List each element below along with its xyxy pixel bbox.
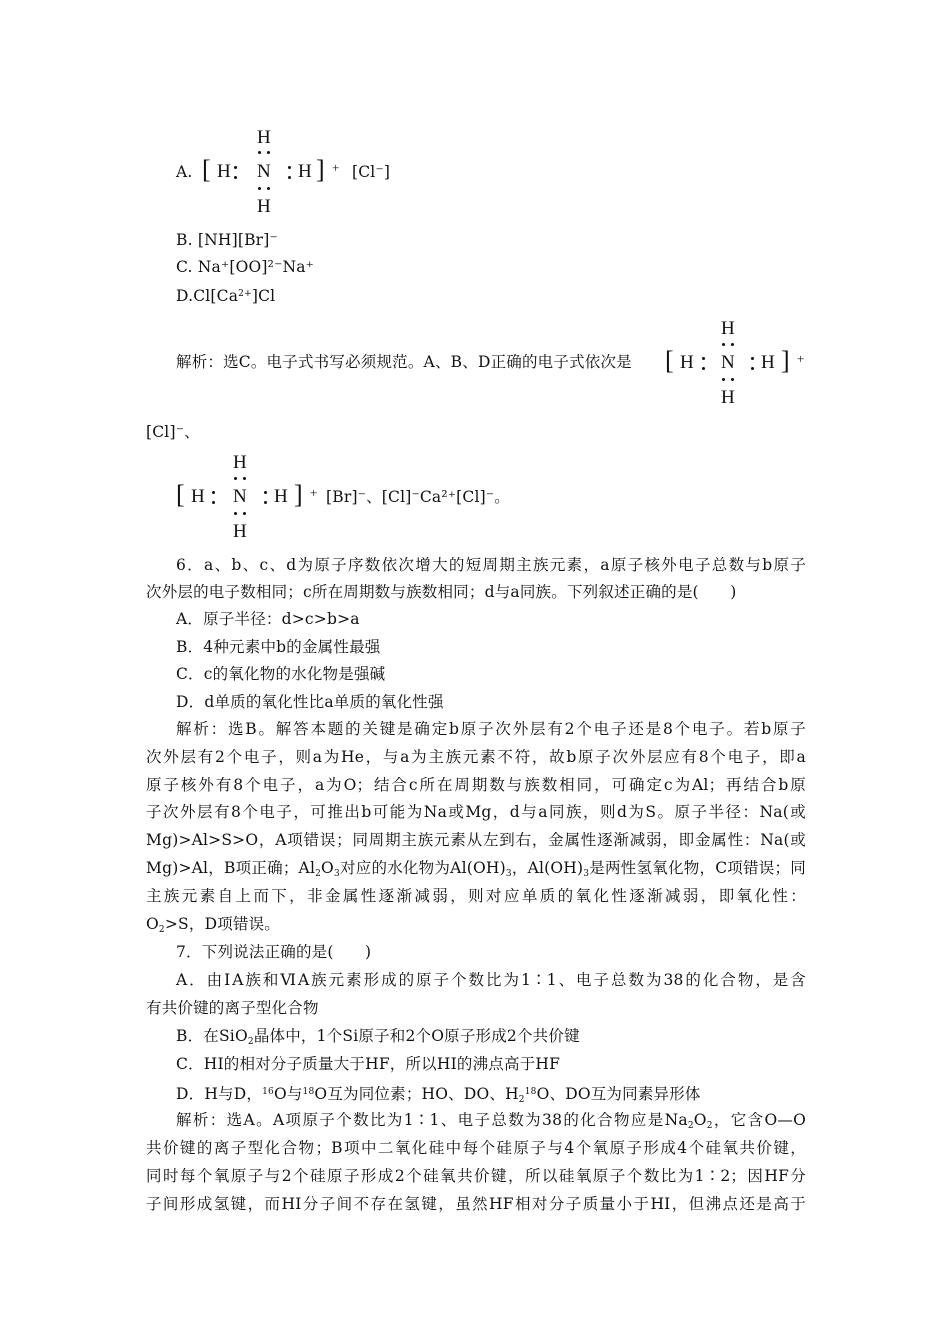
q6-analysis-line4: 子次外层有8个电子，可推出b可能为Na或Mg，d与a同族，则d为S。原子半径：Na(或: [146, 803, 806, 821]
q6-option-b: B．4种元素中b的金属性最强: [176, 638, 381, 656]
charge-plus: +: [797, 351, 805, 366]
ammonium-electron-formula-a: [202, 125, 362, 220]
q6-option-c: C．c的氧化物的水化物是强碱: [176, 665, 386, 683]
left-bracket: [: [202, 155, 211, 184]
atom-h-left: H: [680, 352, 694, 373]
option-a-chloride: [Cl⁻]: [352, 163, 391, 181]
electron-dot: [751, 367, 754, 370]
electron-dot: [702, 357, 705, 360]
electron-dot: [234, 477, 237, 480]
q6-analysis-line3: 原子核外有8个电子，a为O；结合c所在周期数与族数相同，可确定c为Al；再结合b原: [146, 776, 806, 794]
atom-h-right: H: [761, 352, 775, 373]
atom-h-right: H: [298, 161, 312, 182]
electron-dot: [702, 367, 705, 370]
electron-dot: [243, 512, 246, 515]
electron-dot: [234, 176, 237, 179]
q7-analysis-line4: 子间形成氢键，而HI分子间不存在氢键，虽然HF相对分子质量小于HI，但沸点还是高于: [146, 1195, 806, 1213]
q6-analysis-line6: Mg)>Al，B项正确；$Al_2O_3$对应的水化物为$Al(OH)_3$，$Al(OH)_3$是两性氢氧化物，C项错误；同: [146, 859, 806, 879]
charge-plus: +: [332, 160, 340, 175]
left-bracket: [: [665, 346, 674, 375]
q7-option-d: D．H与D，$^{16}$O与$^{18}$O互为同位素；HO、DO、$H_2^{18}O$、DO互为同素异形体: [176, 1085, 701, 1105]
q6-option-a: A．原子半径：d>c>b>a: [176, 610, 360, 628]
atom-h-top: H: [257, 127, 271, 148]
electron-dot: [731, 343, 734, 346]
electron-dot: [288, 166, 291, 169]
electron-dot: [731, 378, 734, 381]
option-c: C. Na⁺[OO]²⁻Na⁺: [176, 258, 315, 276]
q6-analysis-line5: Mg)>Al>S>O，A项错误；同周期主族元素从左到右，金属性逐渐减弱，即金属性：Na(或: [146, 831, 806, 849]
electron-dot: [722, 378, 725, 381]
q7-option-a-line1: A．由ⅠA族和ⅥA族元素形成的原子个数比为1∶1、电子总数为38的化合物，是含: [176, 971, 806, 989]
q7-analysis-line3: 同时每个氧原子与2个硅原子形成2个硅氧共价键，所以硅氧原子个数比为1∶2；因HF分: [146, 1167, 806, 1185]
left-bracket: [: [176, 480, 185, 509]
electron-dot: [234, 512, 237, 515]
right-bracket: ]: [781, 346, 790, 375]
atom-n: N: [721, 352, 735, 373]
electron-dot: [267, 187, 270, 190]
q7-analysis-line2: 共价键的离子型化合物；B项中二氧化硅中每个硅原子与4个氧原子形成4个硅氧共价键，: [146, 1139, 806, 1157]
q6-analysis-line1: 解析：选B。解答本题的关键是确定b原子次外层有2个电子还是8个电子。若b原子: [176, 720, 806, 738]
electron-dot: [264, 501, 267, 504]
atom-h-left: H: [191, 486, 205, 507]
q5-analysis-line1: 解析：选C。电子式书写必须规范。A、B、D正确的电子式依次是: [176, 353, 632, 371]
q5-analysis-line3: [Br]⁻、[Cl]⁻Ca²⁺[Cl]⁻。: [326, 488, 510, 506]
q7-stem: 7．下列说法正确的是( ): [176, 943, 372, 961]
q6-analysis-line2: 次外层有2个电子，则a为He，与a为主族元素不符，故b原子次外层应有8个电子，即a: [146, 748, 806, 766]
electron-dot: [267, 151, 270, 154]
q7-analysis-line1: 解析：选A。A项原子个数比为1∶1、电子总数为38的化合物应是$Na_2O_2$，它含O—O: [176, 1111, 806, 1131]
q7-option-c: C．HI的相对分子质量大于HF，所以HI的沸点高于HF: [176, 1055, 561, 1073]
electron-dot: [212, 491, 215, 494]
atom-h-left: H: [217, 161, 231, 182]
electron-dot: [243, 477, 246, 480]
right-bracket: ]: [316, 155, 325, 184]
electron-dot: [258, 151, 261, 154]
atom-h-right: H: [274, 486, 288, 507]
ammonium-electron-formula-b: [176, 450, 326, 545]
atom-h-top: H: [233, 452, 247, 473]
option-a-label: A.: [176, 163, 193, 181]
electron-dot: [288, 176, 291, 179]
charge-plus: +: [310, 485, 318, 500]
electron-dot: [258, 187, 261, 190]
right-bracket: ]: [294, 480, 303, 509]
atom-h-bottom: H: [257, 196, 271, 217]
q7-option-a-line2: 有共价键的离子型化合物: [146, 999, 319, 1017]
atom-n: N: [257, 161, 271, 182]
electron-dot: [264, 491, 267, 494]
atom-n: N: [233, 486, 247, 507]
atom-h-bottom: H: [721, 387, 735, 408]
electron-dot: [751, 357, 754, 360]
atom-h-bottom: H: [233, 521, 247, 542]
option-b: B. [NH][Br]⁻: [176, 231, 278, 249]
option-d: $D.Cl[Ca^{2+}]Cl$: [176, 287, 276, 305]
electron-dot: [722, 343, 725, 346]
q6-analysis-line7: 主族元素自上而下，非金属性逐渐减弱，则对应单质的氧化性逐渐减弱，即氧化性：: [146, 887, 806, 905]
electron-dot: [212, 501, 215, 504]
ammonium-electron-formula-analysis: [665, 316, 815, 411]
q6-stem-line2: 次外层的电子数相同；c所在周期数与族数相同；d与a同族。下列叙述正确的是( ): [146, 583, 737, 601]
q7-option-b: B．在SiO$_2$晶体中，1个Si原子和2个O原子形成2个共价键: [176, 1027, 580, 1047]
q6-stem-line1: 6．a、b、c、d为原子序数依次增大的短周期主族元素，a原子核外电子总数与b原子: [176, 556, 806, 574]
electron-dot: [234, 166, 237, 169]
atom-h-top: H: [721, 318, 735, 339]
q6-option-d: D．d单质的氧化性比a单质的氧化性强: [176, 693, 444, 711]
q5-analysis-line2: [Cl]⁻、: [146, 423, 200, 441]
q6-analysis-line8: $O_2>S$，D项错误。: [146, 915, 280, 935]
